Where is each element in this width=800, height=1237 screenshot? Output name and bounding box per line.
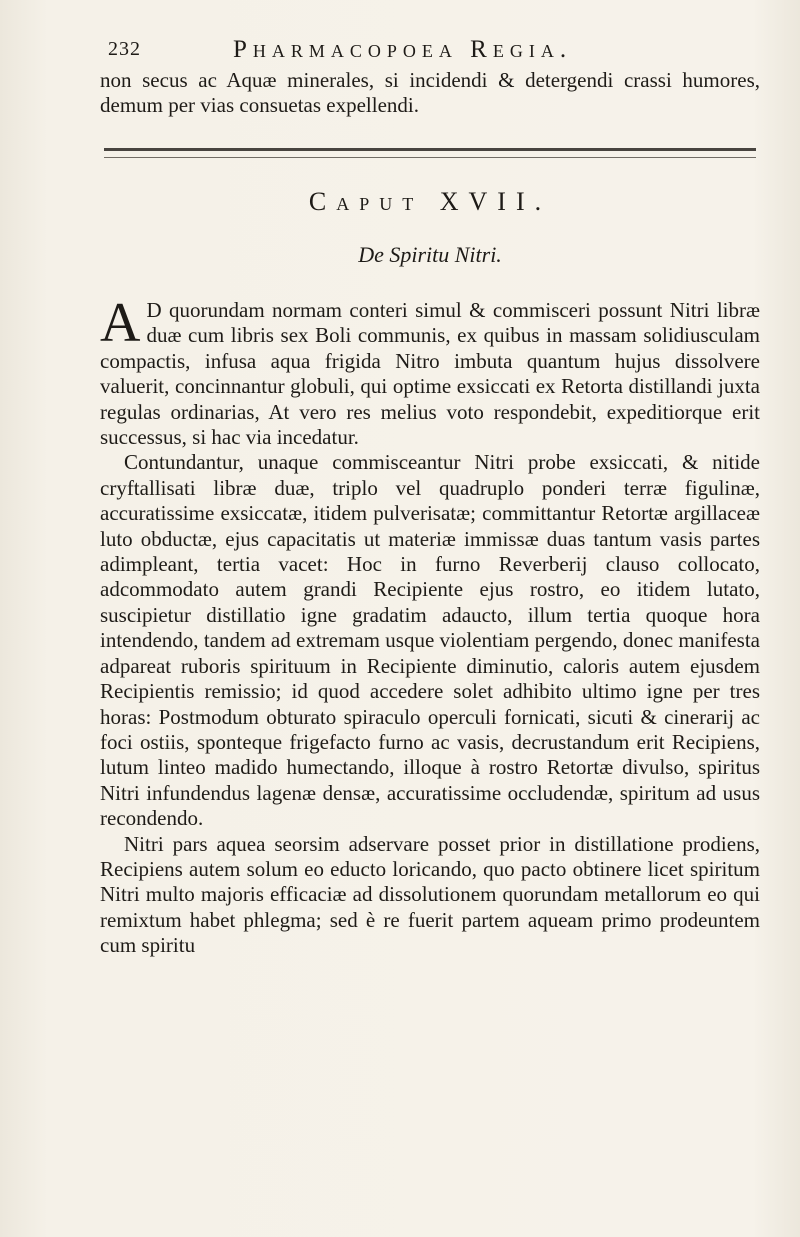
paragraph-3: Nitri pars aquea seorsim adservare posset prior in distillatione prodiens, Recipiens autem solum eo educto loricando, quo pacto obtinere licet spiritum Nitri multo majoris efficaciæ ad dissolutionem quorundam metallorum eo qui remixtum habet phlegma; sed è re fuerit partem aqueam primo prodeuntem cum spiritu bbox=[100, 831, 760, 958]
paragraph-2: Contundantur, unaque commisceantur Nitri probe exsiccati, & nitide cryftallisati libræ duæ, triplo vel quadruplo ponderi terræ figulinæ, accuratissime exsiccatæ, itidem pulverisatæ; committantur Retortæ argillaceæ luto obductæ, ejus capacitatis ut materiæ immissæ duas tantum vasis partes adimpleant, tertia vacet: Hoc in furno Reverberij clauso collocato, adcommodato autem grandi Recipiente ejus rostro, eo itidem lutato, suscipietur distillatio igne gradatim adaucto, illum tertia quoque hora intendendo, tandem ad extremam usque violentiam pergendo, donec manifesta adpareat ruboris spirituum in Recipiente diminutio, caloris autem ejusdem Recipientis remissio; id quod accedere solet adhibito ultimo igne per tres horas: Postmodum obturato spiraculo operculi fornicati, sicuti & cinerarij ac foci ostiis, sponteque frigefacto furno ac vasis, decrustandum erit Recipiens, lutum linteo madido humectando, illoque à rostro Retortæ divulso, spiritus Nitri infundendus lagenæ densæ, accuratissime occludendæ, spiritum ad usus recondendo. bbox=[100, 450, 760, 831]
paragraph-1-text: D quorundam normam conteri simul & commisceri possunt Nitri libræ duæ cum libris sex Boli communis, ex quibus in massam solidiusculam compactis, infusa aqua frigida Nitro imbuta quantum hujus dissolvere valuerit, concinnantur globuli, qui optime exsiccati ex Retorta distillandi juxta regulas ordinarias, At vero res melius voto respondebit, expeditiorque erit successus, si hac via incedatur. bbox=[100, 298, 760, 450]
ornamental-rule bbox=[104, 148, 756, 158]
drop-cap: A bbox=[100, 292, 141, 354]
running-head bbox=[108, 36, 748, 66]
page-number: 232 bbox=[108, 38, 141, 60]
chapter-subtitle: De Spiritu Nitri. bbox=[358, 242, 502, 267]
continued-text: non secus ac Aquæ minerales, si incidendi & detergendi crassi humores, demum per vias consuetas expellendi. bbox=[100, 68, 760, 118]
running-title: Pharmacopoea Regia. bbox=[233, 36, 573, 63]
chapter-heading: Caput XVII. bbox=[308, 187, 552, 216]
chapter-body bbox=[100, 292, 760, 959]
paragraph-1 bbox=[100, 292, 760, 450]
